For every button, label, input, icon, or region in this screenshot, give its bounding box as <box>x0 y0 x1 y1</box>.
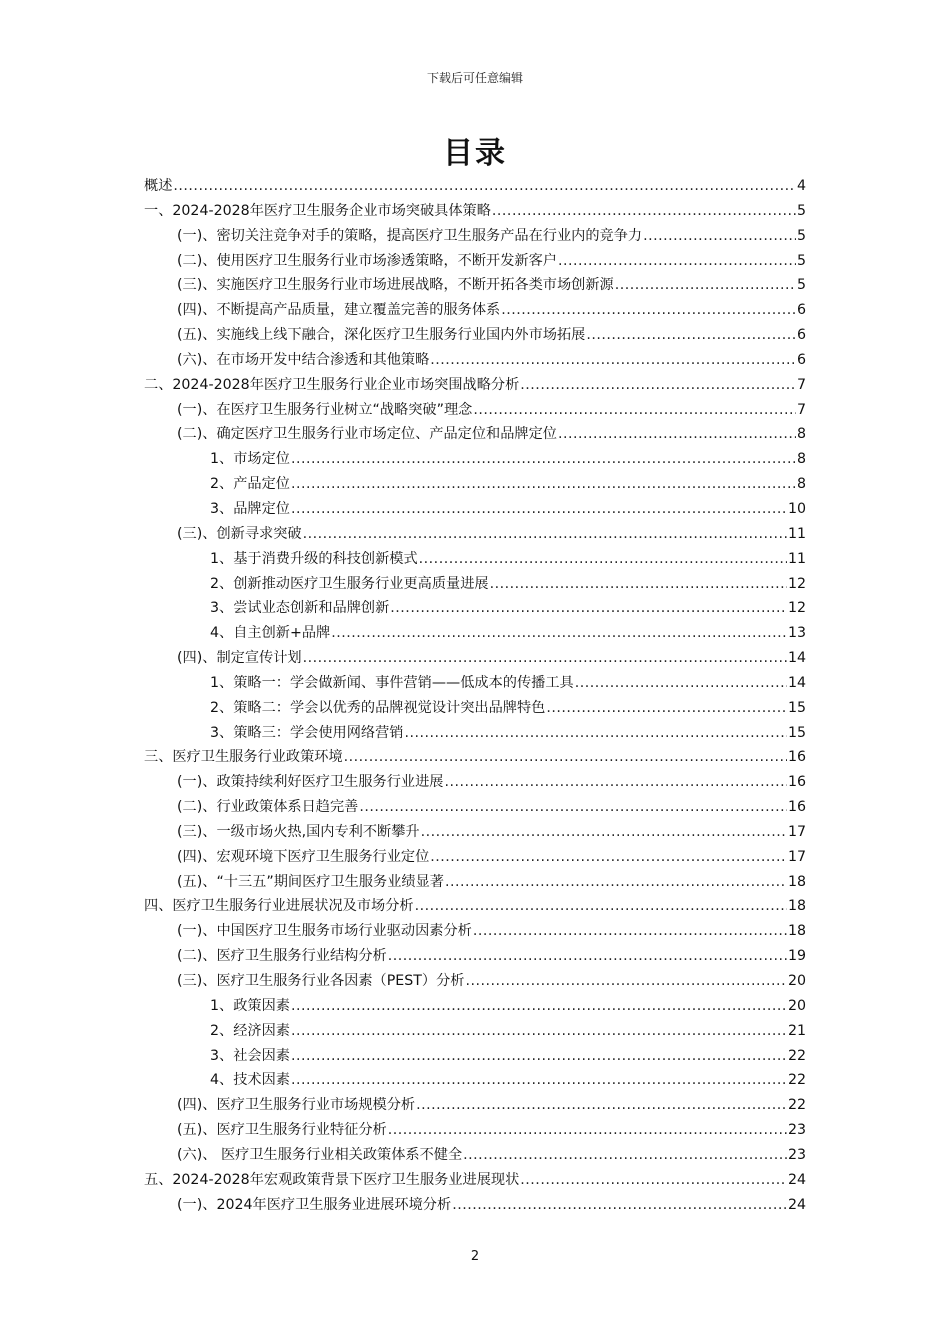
toc-entry[interactable] <box>144 348 806 373</box>
toc-entry-page: 13 <box>787 625 806 642</box>
toc-entry-text: 1、策略一：学会做新闻、事件营销——低成本的传播工具 <box>210 674 574 691</box>
toc-title: 目录 <box>443 136 507 171</box>
toc-entry[interactable] <box>144 870 806 895</box>
table-of-contents <box>144 174 806 1217</box>
toc-entry[interactable] <box>144 894 806 919</box>
toc-entry-text: (六)、在市场开发中结合渗透和其他策略 <box>177 351 430 368</box>
toc-entry[interactable] <box>144 1093 806 1118</box>
toc-entry-text: (五)、医疗卫生服务行业特征分析 <box>177 1122 387 1139</box>
toc-entry-text: 概述 <box>144 178 173 194</box>
toc-entry-text: (四)、医疗卫生服务行业市场规模分析 <box>177 1097 416 1114</box>
toc-entry[interactable] <box>144 770 806 795</box>
toc-entry[interactable] <box>144 249 806 274</box>
toc-leader-dots <box>430 348 796 373</box>
toc-leader-dots <box>291 1044 787 1069</box>
toc-entry-text: (四)、不断提高产品质量，建立覆盖完善的服务体系 <box>177 302 501 319</box>
toc-entry-text: (三)、医疗卫生服务行业各因素（PEST）分析 <box>177 973 465 989</box>
toc-leader-dots <box>558 422 796 447</box>
toc-entry-text: (一)、中国医疗卫生服务市场行业驱动因素分析 <box>177 923 472 940</box>
toc-entry-page: 8 <box>796 451 806 468</box>
toc-entry[interactable] <box>144 1118 806 1143</box>
toc-leader-dots <box>430 845 787 870</box>
toc-entry-text: 三、医疗卫生服务行业政策环境 <box>144 749 343 766</box>
toc-entry-page: 8 <box>796 476 806 493</box>
toc-entry-page: 5 <box>796 227 806 244</box>
toc-entry-text: (二)、确定医疗卫生服务行业市场定位、产品定位和品牌定位 <box>177 426 557 443</box>
toc-entry-text: 2、产品定位 <box>210 476 290 493</box>
toc-entry-page: 20 <box>787 973 806 989</box>
toc-leader-dots <box>416 1093 787 1118</box>
toc-leader-dots <box>452 1193 787 1218</box>
toc-entry[interactable] <box>144 671 806 696</box>
toc-leader-dots <box>388 1118 787 1143</box>
toc-entry[interactable] <box>144 919 806 944</box>
toc-entry-text: (四)、制定宣传计划 <box>177 650 302 667</box>
toc-entry-text: 1、市场定位 <box>210 451 290 468</box>
toc-entry[interactable] <box>144 1193 806 1218</box>
toc-entry-text: (二)、使用医疗卫生服务行业市场渗透策略，不断开发新客户 <box>177 252 557 269</box>
toc-entry[interactable] <box>144 745 806 770</box>
toc-leader-dots <box>575 671 787 696</box>
toc-leader-dots <box>173 174 796 199</box>
toc-entry[interactable] <box>144 273 806 298</box>
toc-entry[interactable] <box>144 596 806 621</box>
toc-entry-page: 17 <box>787 823 806 840</box>
toc-entry-page: 6 <box>796 327 806 344</box>
toc-entry-text: (六)、 医疗卫生服务行业相关政策体系不健全 <box>177 1146 463 1163</box>
toc-entry-text: (二)、行业政策体系日趋完善 <box>177 799 359 816</box>
toc-leader-dots <box>444 770 786 795</box>
toc-entry-text: (五)、“十三五”期间医疗卫生服务业绩显著 <box>177 873 444 890</box>
toc-entry-text: (三)、一级市场火热,国内专利不断攀升 <box>177 823 420 840</box>
toc-entry-page: 24 <box>787 1171 806 1188</box>
toc-entry-page: 16 <box>787 799 806 816</box>
toc-entry-page: 5 <box>796 202 806 219</box>
toc-leader-dots <box>359 795 787 820</box>
toc-entry-page: 24 <box>787 1196 806 1213</box>
toc-entry-page: 10 <box>787 500 806 517</box>
toc-entry-page: 20 <box>787 997 806 1014</box>
toc-entry-page: 16 <box>787 774 806 791</box>
toc-entry-text: 1、基于消费升级的科技创新模式 <box>210 550 418 567</box>
toc-leader-dots <box>445 870 787 895</box>
toc-entry-page: 5 <box>796 252 806 269</box>
toc-leader-dots <box>291 472 796 497</box>
toc-entry[interactable] <box>144 1019 806 1044</box>
toc-entry-text: (五)、实施线上线下融合，深化医疗卫生服务行业国内外市场拓展 <box>177 327 586 344</box>
toc-entry-text: (三)、创新寻求突破 <box>177 525 302 542</box>
toc-leader-dots <box>615 273 796 298</box>
toc-entry-text: 2、创新推动医疗卫生服务行业更高质量进展 <box>210 575 489 592</box>
toc-entry[interactable] <box>144 174 806 199</box>
toc-entry[interactable] <box>144 398 806 423</box>
toc-leader-dots <box>291 1019 787 1044</box>
toc-entry-page: 23 <box>787 1122 806 1139</box>
toc-entry-text: 五、2024-2028年宏观政策背景下医疗卫生服务业进展现状 <box>144 1171 520 1188</box>
toc-leader-dots <box>331 621 787 646</box>
toc-entry[interactable] <box>144 1143 806 1168</box>
toc-entry-text: 3、策略三：学会使用网络营销 <box>210 724 404 741</box>
toc-entry[interactable] <box>144 323 806 348</box>
toc-entry[interactable] <box>144 497 806 522</box>
toc-leader-dots <box>291 447 796 472</box>
toc-entry-text: (四)、宏观环境下医疗卫生服务行业定位 <box>177 848 430 865</box>
toc-leader-dots <box>419 547 787 572</box>
toc-entry-page: 12 <box>787 600 806 617</box>
toc-entry[interactable] <box>144 845 806 870</box>
toc-entry-page: 6 <box>796 302 806 319</box>
toc-entry-text: (三)、实施医疗卫生服务行业市场进展战略，不断开拓各类市场创新源 <box>177 277 614 294</box>
toc-entry-page: 7 <box>796 401 806 418</box>
toc-entry[interactable] <box>144 994 806 1019</box>
toc-leader-dots <box>344 745 787 770</box>
toc-leader-dots <box>390 596 787 621</box>
toc-entry-text: (一)、在医疗卫生服务行业树立“战略突破”理念 <box>177 401 473 418</box>
toc-entry-page: 21 <box>787 1022 806 1039</box>
toc-entry-text: 3、尝试业态创新和品牌创新 <box>210 600 390 617</box>
toc-entry-page: 22 <box>787 1097 806 1114</box>
toc-entry[interactable] <box>144 969 806 994</box>
toc-leader-dots <box>388 944 787 969</box>
toc-entry-page: 12 <box>787 575 806 592</box>
toc-entry-text: 3、社会因素 <box>210 1047 290 1064</box>
header-note: 下载后可任意编辑 <box>426 71 523 85</box>
toc-entry[interactable] <box>144 621 806 646</box>
toc-entry[interactable] <box>144 199 806 224</box>
toc-entry-text: 4、自主创新+品牌 <box>210 625 331 642</box>
toc-leader-dots <box>463 1143 787 1168</box>
toc-entry-text: 四、医疗卫生服务行业进展状况及市场分析 <box>144 898 414 915</box>
toc-entry[interactable] <box>144 447 806 472</box>
toc-entry-page: 14 <box>787 650 806 667</box>
toc-leader-dots <box>546 696 787 721</box>
toc-leader-dots <box>501 298 796 323</box>
toc-entry-page: 18 <box>787 898 806 915</box>
toc-leader-dots <box>520 373 796 398</box>
toc-entry-text: 二、2024-2028年医疗卫生服务行业企业市场突围战略分析 <box>144 376 520 393</box>
toc-entry-page: 18 <box>787 873 806 890</box>
toc-leader-dots <box>404 721 786 746</box>
toc-leader-dots <box>415 894 787 919</box>
toc-entry-text: (一)、密切关注竞争对手的策略，提高医疗卫生服务产品在行业内的竞争力 <box>177 227 643 244</box>
toc-entry-page: 15 <box>787 699 806 716</box>
toc-entry[interactable] <box>144 1044 806 1069</box>
toc-entry-page: 22 <box>787 1072 806 1089</box>
toc-entry-page: 11 <box>787 525 806 542</box>
toc-entry[interactable] <box>144 696 806 721</box>
toc-leader-dots <box>558 249 796 274</box>
toc-entry-text: 2、经济因素 <box>210 1022 290 1039</box>
toc-entry-page: 8 <box>796 426 806 443</box>
toc-entry-page: 14 <box>787 674 806 691</box>
toc-entry-page: 23 <box>787 1146 806 1163</box>
toc-entry-text: 2、策略二：学会以优秀的品牌视觉设计突出品牌特色 <box>210 699 546 716</box>
toc-entry-page: 22 <box>787 1047 806 1064</box>
toc-entry[interactable] <box>144 522 806 547</box>
toc-leader-dots <box>473 398 796 423</box>
toc-entry-page: 4 <box>796 178 806 194</box>
toc-entry[interactable] <box>144 795 806 820</box>
toc-entry[interactable] <box>144 820 806 845</box>
toc-entry-text: (一)、政策持续利好医疗卫生服务行业进展 <box>177 774 444 791</box>
toc-leader-dots <box>291 994 787 1019</box>
toc-entry-text: 一、2024-2028年医疗卫生服务企业市场突破具体策略 <box>144 202 491 219</box>
toc-leader-dots <box>291 497 787 522</box>
toc-entry[interactable] <box>144 373 806 398</box>
toc-leader-dots <box>303 646 787 671</box>
toc-leader-dots <box>586 323 796 348</box>
toc-leader-dots <box>465 969 786 994</box>
toc-entry-text: 4、技术因素 <box>210 1072 290 1089</box>
toc-entry[interactable] <box>144 298 806 323</box>
toc-entry[interactable] <box>144 646 806 671</box>
toc-entry[interactable] <box>144 547 806 572</box>
toc-entry-page: 11 <box>787 550 806 567</box>
toc-entry-page: 6 <box>796 351 806 368</box>
toc-leader-dots <box>473 919 787 944</box>
toc-entry-page: 7 <box>796 376 806 393</box>
toc-entry[interactable] <box>144 944 806 969</box>
toc-entry-text: (一)、2024年医疗卫生服务业进展环境分析 <box>177 1196 452 1213</box>
toc-entry-page: 15 <box>787 724 806 741</box>
toc-entry-page: 19 <box>787 948 806 965</box>
toc-entry[interactable] <box>144 472 806 497</box>
toc-leader-dots <box>421 820 787 845</box>
toc-leader-dots <box>492 199 796 224</box>
toc-entry[interactable] <box>144 1068 806 1093</box>
toc-entry-text: 3、品牌定位 <box>210 500 290 517</box>
toc-entry-text: 1、政策因素 <box>210 997 290 1014</box>
toc-entry-page: 16 <box>787 749 806 766</box>
toc-entry[interactable] <box>144 572 806 597</box>
toc-entry-page: 17 <box>787 848 806 865</box>
toc-entry-page: 5 <box>796 277 806 294</box>
toc-entry-page: 18 <box>787 923 806 940</box>
toc-entry[interactable] <box>144 224 806 249</box>
toc-leader-dots <box>520 1168 787 1193</box>
toc-leader-dots <box>303 522 787 547</box>
toc-entry[interactable] <box>144 1168 806 1193</box>
toc-leader-dots <box>643 224 796 249</box>
toc-leader-dots <box>291 1068 787 1093</box>
toc-entry[interactable] <box>144 721 806 746</box>
toc-entry-text: (二)、医疗卫生服务行业结构分析 <box>177 948 387 965</box>
toc-leader-dots <box>490 572 787 597</box>
toc-entry[interactable] <box>144 422 806 447</box>
page-number: 2 <box>470 1249 480 1264</box>
